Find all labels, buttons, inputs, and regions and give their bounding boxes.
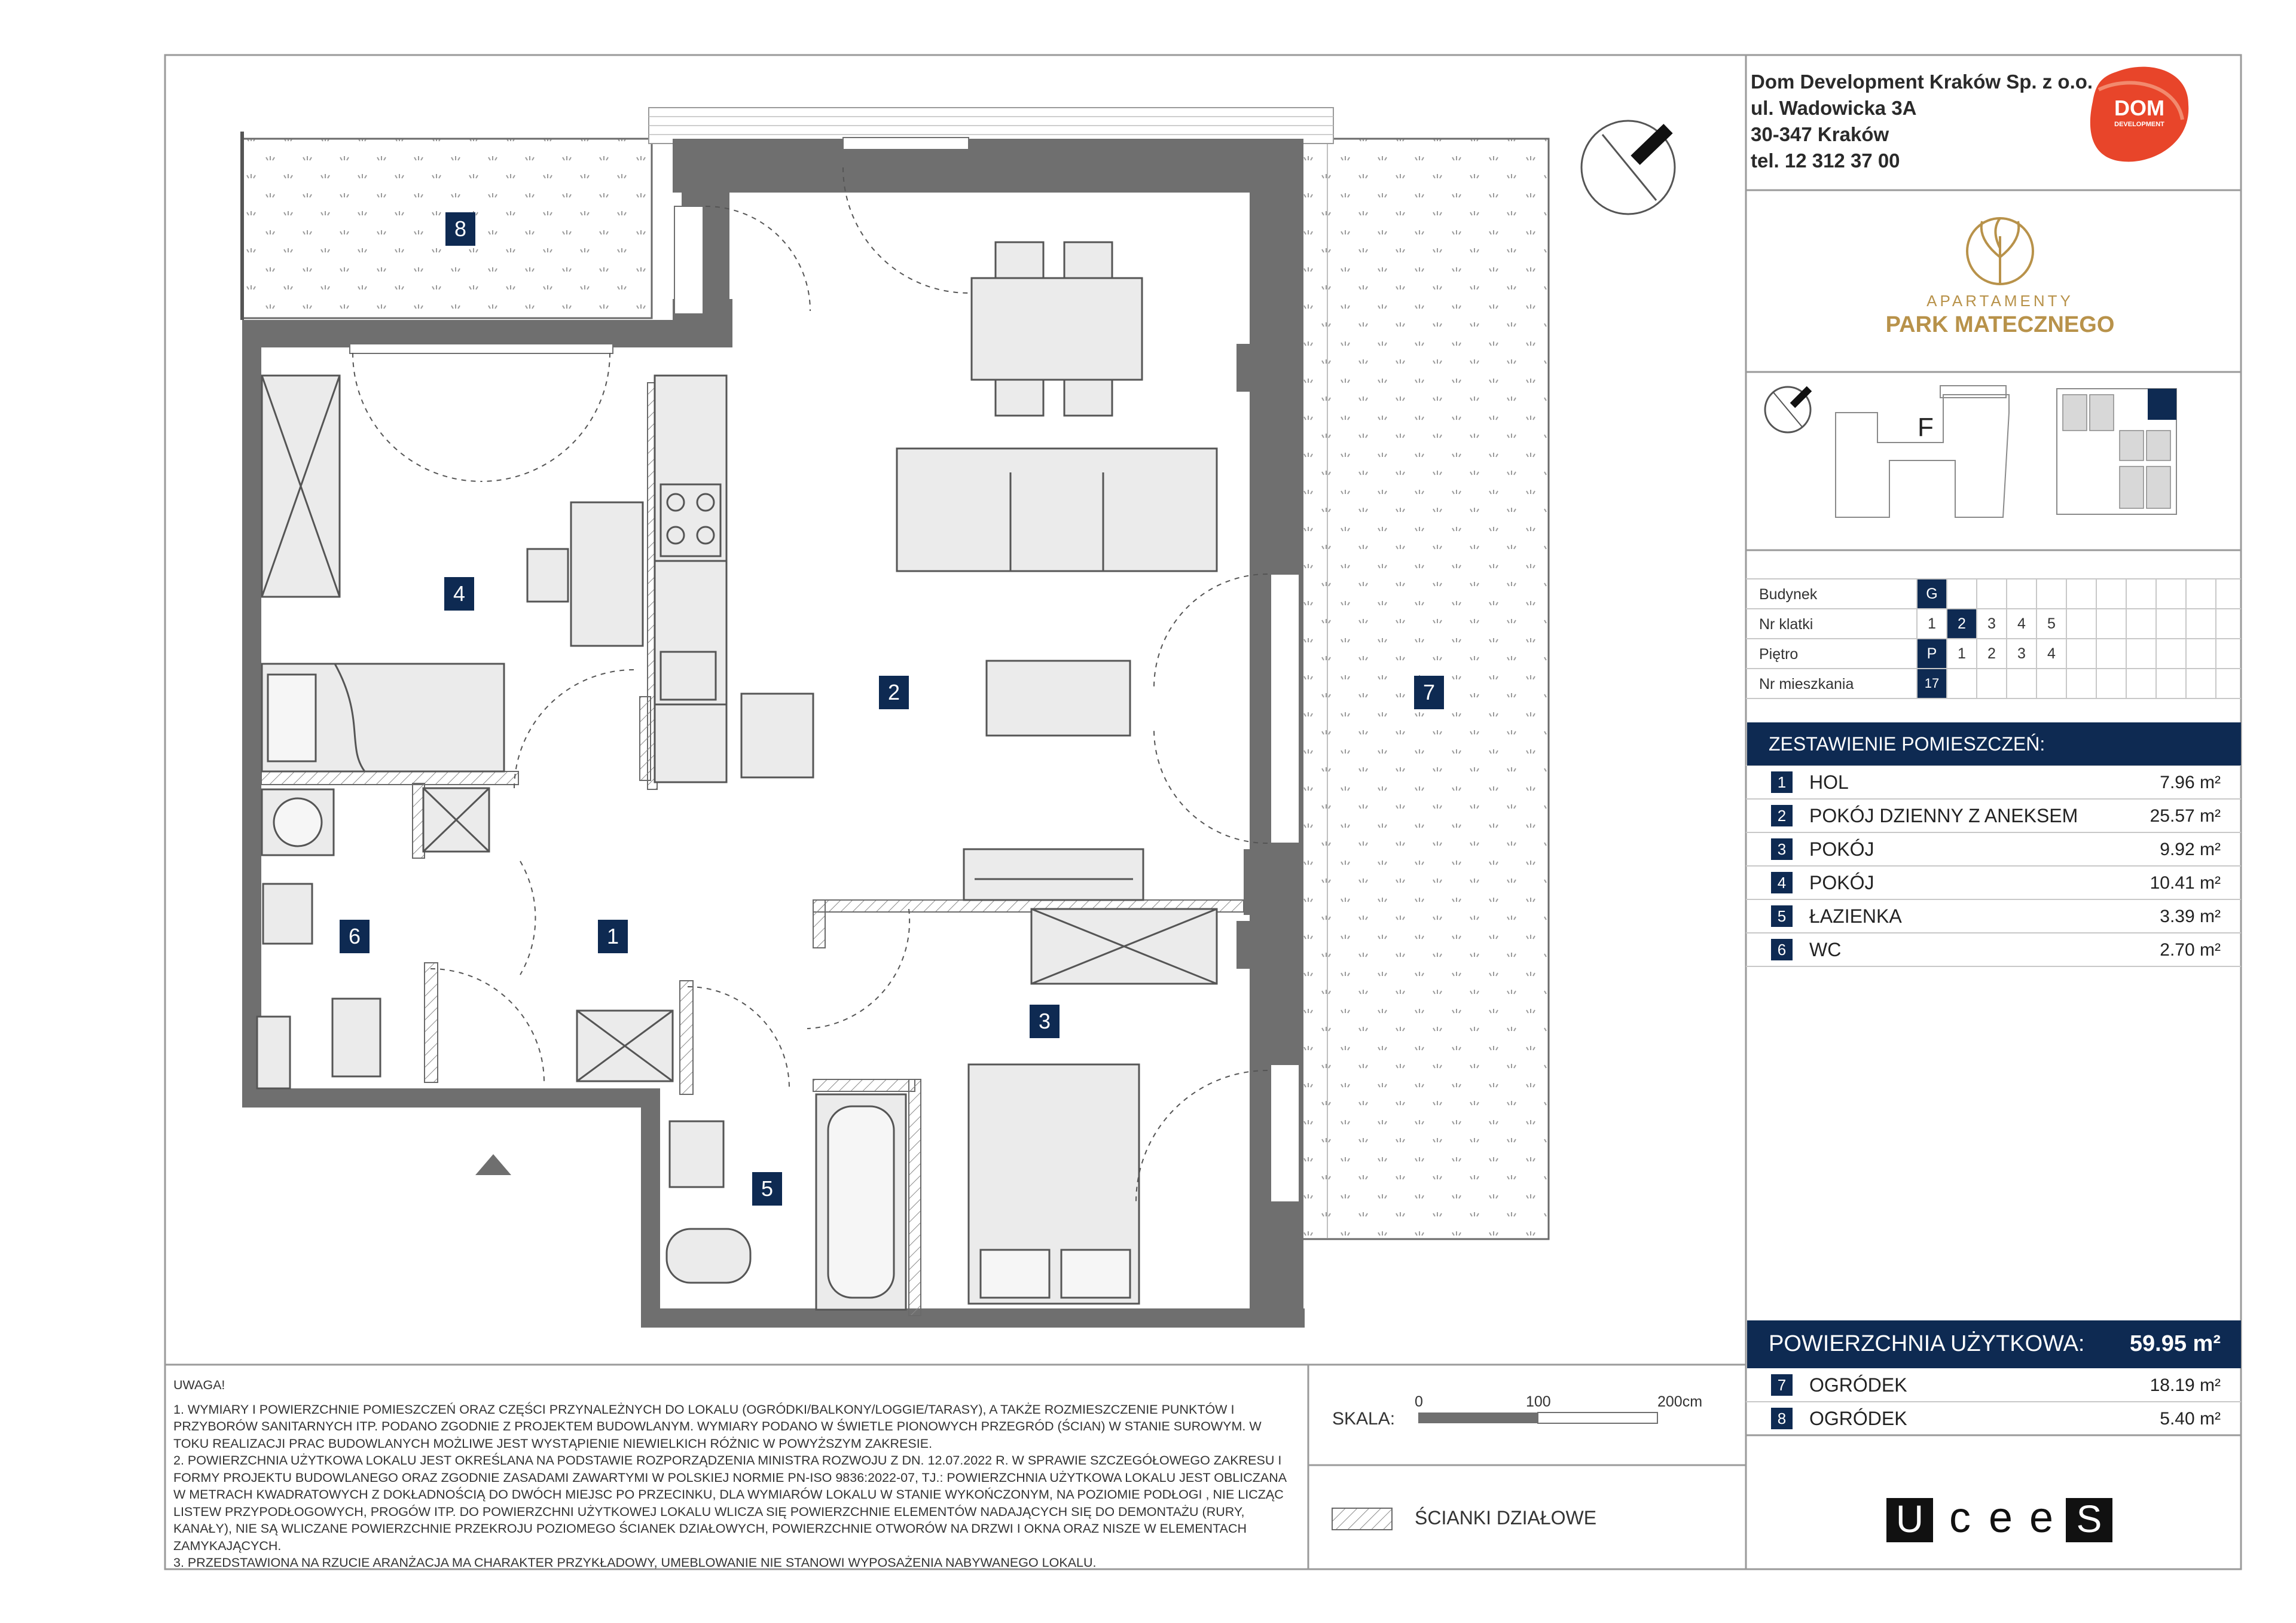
ucees-letter: S: [2076, 1497, 2102, 1540]
ucees-letter: e: [2029, 1494, 2054, 1542]
room3-furniture: [969, 909, 1217, 1304]
project-line1: APARTAMENTY: [1926, 292, 2074, 310]
info-stair-cell: 3: [1987, 615, 1996, 632]
ucees-letter: U: [1895, 1497, 1924, 1540]
ucees-letter: c: [1949, 1494, 1971, 1542]
living-furniture: [897, 242, 1217, 900]
entrance-marker: [475, 1154, 511, 1175]
info-apartment-cell: 17: [1918, 669, 1946, 698]
project-tree-emblem: [1967, 218, 2033, 284]
info-stair-cell: 2: [1947, 609, 1976, 638]
extra-row-area: 18.19 m²: [2150, 1375, 2221, 1395]
logo-text-development: DEVELOPMENT: [2114, 121, 2164, 128]
info-building-cell: G: [1918, 579, 1946, 608]
notes-block: [173, 1377, 1297, 1572]
scale-tick-200: 200cm: [1657, 1393, 1703, 1410]
plan-room-label: 8: [445, 212, 475, 246]
notes-paragraph: 3. PRZEDSTAWIONA NA RZUCIE ARANŻACJA MA CHARAKTER PRZYKŁADOWY, UMEBLOWANIE NIE STANOWI WYPOSAŻENIA NABYWANEGO LOKALU.: [173, 1555, 1097, 1570]
room6-fixtures: [257, 788, 489, 1088]
total-area-label: POWIERZCHNIA UŻYTKOWA:: [1769, 1331, 2085, 1356]
info-floor-cell: 3: [2017, 645, 2026, 662]
kitchen-furniture: [655, 376, 813, 782]
info-stair-cell: 4: [2017, 615, 2026, 632]
summary-header: ZESTAWIENIE POMIESZCZEŃ:: [1769, 733, 2045, 755]
room-row-name: POKÓJ: [1809, 838, 1874, 860]
room-row-name: ŁAZIENKA: [1809, 905, 1902, 927]
partition-legend-swatch: [1332, 1508, 1392, 1530]
info-label-apartment: Nr mieszkania: [1759, 676, 1854, 692]
extra-row-number: 7: [1771, 1374, 1793, 1396]
info-floor-cell: 1: [1958, 645, 1966, 662]
plan-room-label: 3: [1030, 1005, 1060, 1038]
key-plan-site: [2057, 389, 2176, 514]
room-row-number: 2: [1771, 805, 1793, 826]
plan-room-label: 1: [598, 920, 628, 953]
compass-icon: [1581, 121, 1675, 214]
key-plan-building: [1836, 386, 2009, 517]
info-floor-cell: P: [1918, 639, 1946, 668]
partition-legend-label: ŚCIANKI DZIAŁOWE: [1415, 1507, 1597, 1529]
info-label-building: Budynek: [1759, 586, 1818, 603]
extra-row-name: OGRÓDEK: [1809, 1374, 1907, 1396]
info-floor-cell: 4: [2047, 645, 2056, 662]
room-row-area: 9.92 m²: [2160, 840, 2221, 859]
plan-room-label: 4: [444, 577, 474, 611]
room-row-number: 1: [1771, 771, 1793, 793]
developer-city: 30-347 Kraków: [1751, 123, 1889, 145]
scale-bar: [1418, 1413, 1657, 1423]
compass-small-icon: [1765, 387, 1810, 432]
notes-paragraph: 2. POWIERZCHNIA UŻYTKOWA LOKALU JEST OKREŚLANA NA PODSTAWIE ROZPORZĄDZENIA MINISTRA ROZWOJU Z DN. 12.07.2022 R. W SPRAWIE SZCZEGÓŁOWEGO ZAKRESU I FORMY PROJEKTU BUDOWLANEGO ORAZ ZGODNIE ZASADAMI ZAWARTYMI W POLSKIEJ NORMIE PN-ISO 9836:2022-07, TJ.: POWIERZCHNIA UŻYTKOWA LOKALU JEST OBLICZANA W METRACH KWADRATOWYCH Z DOKŁADNOŚCIĄ DO DWÓCH MIEJSC PO PRZECINKU, DLA WYMIARÓW LOKALU W STANIE WYKOŃCZONYM, NA POZIOMIE PODŁOGI , NIE LICZĄC LISTEW PRZYPODŁOGOWYCH, PROGÓW ITP. DO POWIERZCHNI UŻYTKOWEJ LOKALU WLICZA SIĘ POWIERZCHNIE ELEMENTÓW NADAJĄCYCH SIĘ DO DEMONTAŻU (RURY, KANAŁY), NIE SĄ WLICZANE POWIERZCHNIE PRZEKROJU POZIOMEGO ŚCIANEK DZIAŁOWYCH, POWIERZCHNIE OTWORÓW NA DRZWI I OKNA ORAZ NISZE W ELEMENTACH ZAMYKAJĄCYCH.: [173, 1453, 1286, 1553]
room-row-name: POKÓJ DZIENNY Z ANEKSEM: [1809, 805, 2078, 826]
logo-text-dom: DOM: [2114, 96, 2164, 120]
room-row-name: HOL: [1809, 771, 1849, 793]
scale-tick-100: 100: [1526, 1393, 1551, 1410]
developer-name: Dom Development Kraków Sp. z o.o.: [1751, 71, 2093, 93]
key-plan-building-letter: F: [1918, 413, 1934, 442]
room-row-area: 10.41 m²: [2150, 873, 2221, 893]
info-label-stair: Nr klatki: [1759, 616, 1813, 633]
room-row-name: POKÓJ: [1809, 872, 1874, 893]
room-list-grid: [1746, 765, 2241, 1402]
notes-title: UWAGA!: [173, 1378, 225, 1392]
plan-room-label: 2: [879, 676, 909, 709]
plan-room-label: 7: [1414, 676, 1444, 709]
info-label-floor: Piętro: [1759, 646, 1799, 663]
scale-tick-0: 0: [1415, 1393, 1423, 1410]
room-row-area: 25.57 m²: [2150, 806, 2221, 826]
developer-street: ul. Wadowicka 3A: [1751, 97, 1917, 119]
room5-fixtures: [667, 1094, 906, 1310]
plan-room-label: 6: [340, 920, 370, 953]
info-floor-cell: 2: [1987, 645, 1996, 662]
room-row-number: 3: [1771, 838, 1793, 860]
room-row-name: WC: [1809, 939, 1842, 960]
total-area-value: 59.95 m²: [2129, 1331, 2221, 1356]
room-row-area: 2.70 m²: [2160, 940, 2221, 960]
ucees-letter: e: [1988, 1494, 2013, 1542]
extra-row-name: OGRÓDEK: [1809, 1408, 1907, 1429]
room-row-area: 7.96 m²: [2160, 773, 2221, 792]
notes-paragraph: 1. WYMIARY I POWIERZCHNIE POMIESZCZEŃ ORAZ CZĘŚCI PRZYNALEŻNYCH DO LOKALU (OGRÓDKI/BALKONY/LOGGIE/TARASY), A TAKŻE ROZMIESZCZENIE PUNKTÓW I PRZYBORÓW SANITARNYCH ITP. PODANO ZGODNIE Z PROJEKTEM BUDOWLANYM. WYMIARY PODANO W ŚWIETLE PIONOWYCH PRZEGRÓD (ŚCIAN) W STANIE SUROWYM. W TOKU REALIZACJI PRAC BUDOWLANYCH MOŻLIWE JEST WYSTĄPIENIE NIEWIELKICH RÓŻNIC W POWYŻSZYM ZAKRESIE.: [173, 1402, 1262, 1451]
room-row-area: 3.39 m²: [2160, 907, 2221, 926]
scale-label: SKALA:: [1332, 1409, 1396, 1429]
project-line2: PARK MATECZNEGO: [1885, 312, 2115, 337]
room-row-number: 4: [1771, 872, 1793, 893]
plan-room-label: 5: [752, 1172, 782, 1206]
room-row-number: 5: [1771, 905, 1793, 927]
extra-row-area: 5.40 m²: [2160, 1409, 2221, 1429]
info-stair-cell: 5: [2047, 615, 2056, 632]
room4-furniture: [262, 376, 643, 771]
room-row-number: 6: [1771, 939, 1793, 960]
developer-phone: tel. 12 312 37 00: [1751, 150, 1900, 172]
extra-row-number: 8: [1771, 1408, 1793, 1429]
info-stair-cell: 1: [1928, 615, 1936, 632]
